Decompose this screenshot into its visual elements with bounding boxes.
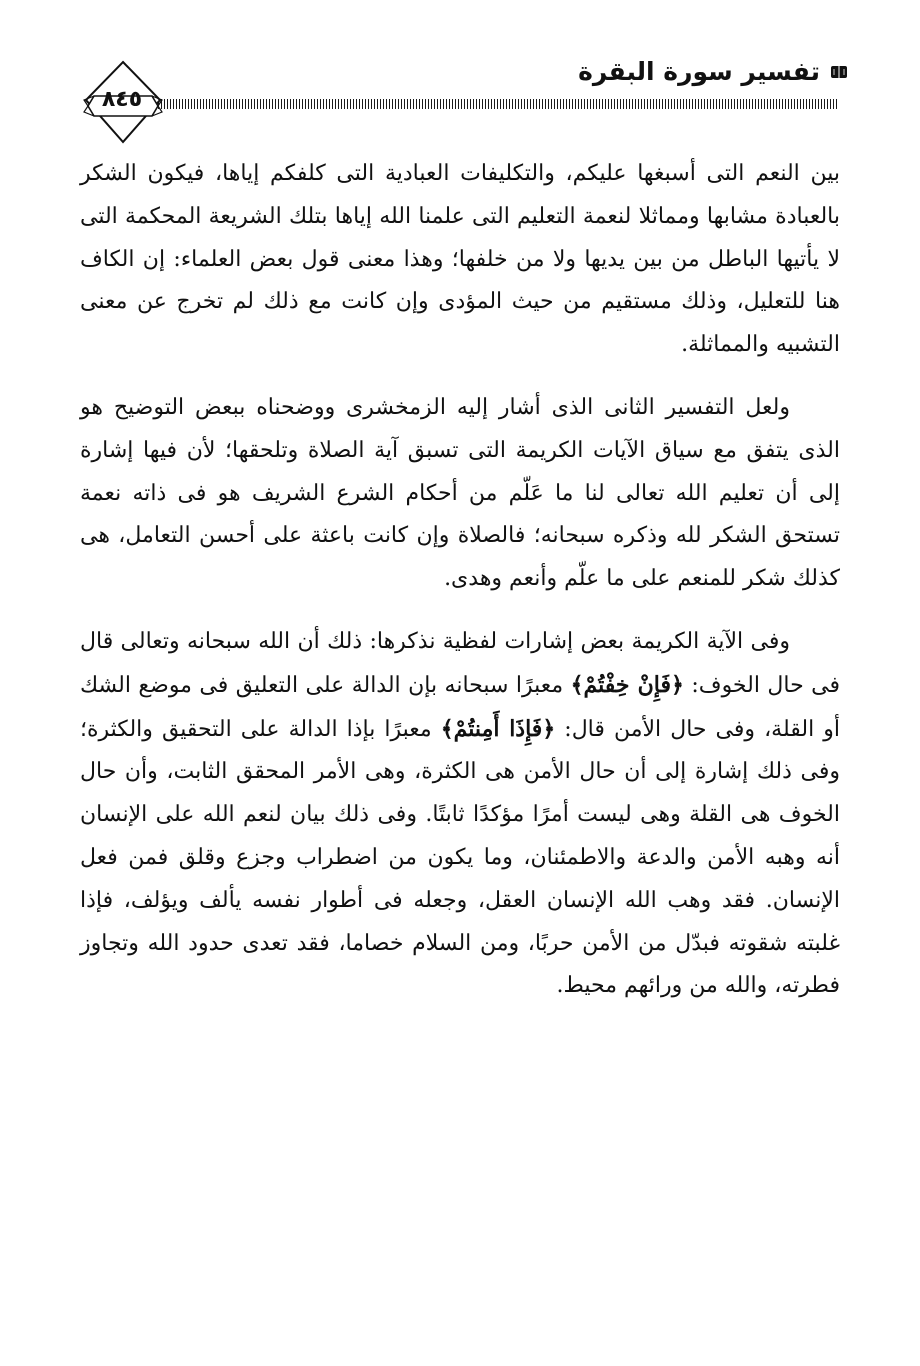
paragraph-1: بين النعم التى أسبغها عليكم، والتكليفات العبادية التى كلفكم إياها، فيكون الشكر بالعبادة مشابها ومماثلا لنعمة التعليم التى علمنا الله إياها بتلك الشريعة المحكمة التى لا يأتيها الباطل من بين يديها ولا من خلفها؛ وهذا معنى قول بعض العلماء: إن الكاف هنا للتعليل، وذلك مستقيم من حيث المؤدى وإن كانت مع ذلك لم تخرج عن معنى التشبيه والمماثلة. [80,161,840,358]
paragraph-3-text-after-quran-2: معبرًا بإذا الدالة على التحقيق والكثرة؛ وفى ذلك إشارة إلى أن حال الأمن هى الكثرة، وهى الأمر المحقق الثابت، وأن حال الخوف هى القلة وهى ليست أمرًا مؤكدًا ثابتًا. وفى ذلك بيان لنعم الله على الإنسان أنه وهبه الأمن والدعة والاطمئنان، وما يكون من اضطراب وجزع وقلق فمن فعل الإنسان. فقد وهب الله الإنسان العقل، وجعله فى أطوار نفسه يألف ويؤلف، فإذا غلبته شقوته فبدّل من الأمن حربًا، ومن السلام خصاما، فقد تعدى حدود الله وتجاوز فطرته، والله من ورائهم محيط. [80,716,840,999]
page-header [78,50,848,150]
page-body [80,153,840,1028]
header-divider [158,99,838,109]
paragraph-2: ولعل التفسير الثانى الذى أشار إليه الزمخشرى ووضحناه ببعض التوضيح هو الذى يتفق مع سياق الآيات الكريمة التى تسبق آية الصلاة وتلحقها؛ لأن فيها إشارة إلى أن تعليم الله تعالى لنا ما عَلّم من أحكام الشرع الشريف هو فى ذاته نعمة تستحق الشكر لله وذكره سبحانه؛ فالصلاة وإن كانت باعثة على أحسن التعامل، هى كذلك شكر للمنعم على ما علّم وأنعم وهدى. [80,394,840,592]
page-number-badge [78,50,168,150]
paragraph-3-text-between-quran: معبرًا سبحانه بإن الدالة على التعليق فى موضع الشك أو القلة، وفى حال الأمن قال: [80,672,841,742]
header-title: تفسير سورة البقرة [578,57,820,86]
header-title-group [578,58,848,86]
quran-verse-2: ﴿فَإِذَا أَمِنتُمْ﴾ [440,715,556,742]
book-ornament-icon [830,63,848,81]
paragraph-3 [80,621,840,1008]
page-number: ٨٤٥ [101,87,143,112]
paragraph-3-text-before-quran-1: وفى الآية الكريمة بعض إشارات لفظية نذكرها: ذلك أن الله سبحانه وتعالى قال فى حال الخوف: [80,628,840,698]
quran-verse-1: ﴿فَإِنْ خِفْتُمْ﴾ [570,671,684,698]
